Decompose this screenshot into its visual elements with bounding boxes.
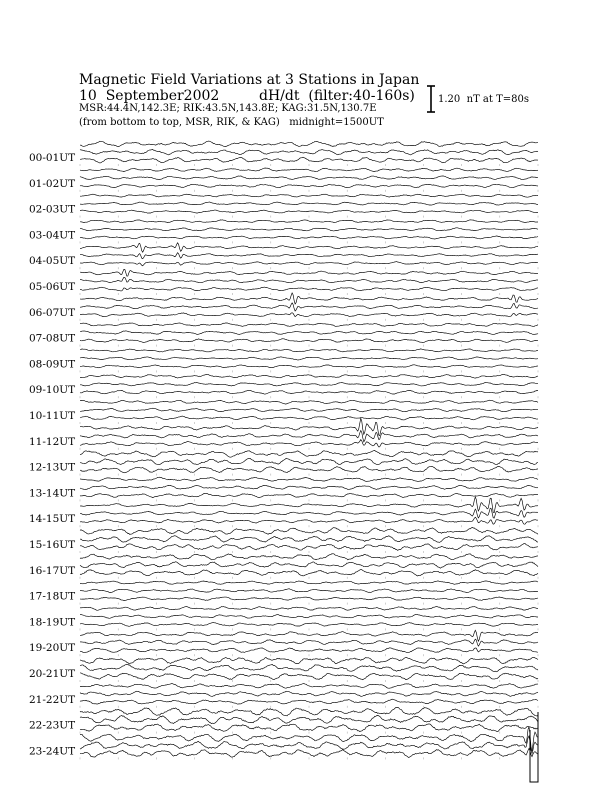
trace-msr — [80, 440, 538, 447]
station-order-note: (from bottom to top, MSR, RIK, & KAG) midnight=1500UT — [79, 117, 384, 128]
hour-row — [29, 684, 538, 708]
hour-label: 22-23UT — [29, 719, 76, 732]
trace-rik — [80, 536, 538, 543]
trace-rik — [80, 253, 538, 259]
trace-msr — [80, 466, 538, 473]
trace-rik — [80, 562, 538, 569]
trace-msr — [80, 493, 538, 497]
hour-label: 16-17UT — [29, 564, 76, 577]
hour-label: 13-14UT — [29, 487, 76, 500]
trace-msr — [80, 623, 538, 627]
trace-msr — [80, 236, 538, 239]
trace-msr — [80, 313, 538, 317]
trace-kag — [80, 527, 538, 534]
trace-rik — [80, 357, 538, 360]
trace-rik — [80, 228, 538, 231]
hour-row — [29, 657, 538, 682]
hour-row — [29, 168, 538, 192]
hour-label: 01-02UT — [29, 177, 76, 190]
hour-row — [29, 581, 538, 605]
hour-row — [29, 450, 538, 475]
trace-rik — [80, 303, 538, 311]
hour-row — [29, 220, 538, 244]
trace-rik — [80, 458, 538, 464]
hour-row — [29, 243, 538, 269]
trace-kag — [80, 497, 538, 513]
trace-msr — [80, 648, 538, 653]
trace-rik — [80, 431, 538, 442]
trace-rik — [80, 691, 538, 696]
trace-msr — [80, 597, 538, 601]
trace-msr — [80, 543, 538, 550]
trace-kag — [80, 450, 538, 457]
hour-label: 04-05UT — [29, 255, 76, 268]
trace-msr — [80, 157, 538, 163]
trace-msr — [80, 339, 538, 343]
trace-msr — [80, 287, 538, 291]
trace-rik — [80, 176, 538, 180]
trace-rik — [80, 277, 538, 282]
hour-row — [29, 349, 538, 373]
trace-kag — [80, 477, 538, 481]
hour-label: 07-08UT — [29, 332, 76, 345]
hour-label: 21-22UT — [29, 693, 76, 706]
hour-label: 15-16UT — [29, 539, 76, 551]
hour-label: 08-09UT — [29, 358, 76, 371]
trace-msr — [80, 724, 538, 732]
trace-kag — [80, 141, 538, 147]
hour-row — [29, 727, 538, 760]
hour-row — [29, 477, 538, 501]
hour-label: 19-20UT — [29, 642, 76, 655]
trace-kag — [80, 684, 538, 689]
hour-label: 14-15UT — [29, 513, 76, 526]
hour-row — [29, 374, 538, 398]
hour-row — [29, 400, 538, 424]
hour-row — [29, 527, 538, 553]
trace-kag — [80, 630, 538, 641]
trace-msr — [80, 365, 538, 368]
hour-row — [29, 293, 538, 321]
trace-rik — [80, 508, 538, 518]
chart-date: 10 September2002 — [79, 88, 220, 104]
hour-label: 10-11UT — [29, 410, 76, 422]
hour-label: 03-04UT — [29, 229, 76, 242]
trace-msr — [80, 390, 538, 394]
hour-row — [29, 708, 538, 734]
chart-title: Magnetic Field Variations at 3 Stations in Japan — [79, 72, 420, 88]
trace-kag — [80, 657, 538, 664]
hour-label: 12-13UT — [29, 461, 76, 474]
trace-msr — [80, 748, 538, 757]
trace-kag — [80, 168, 538, 172]
chart-quantity: dH/dt (filter:40-160s) — [259, 88, 415, 104]
trace-kag — [80, 581, 538, 584]
hour-row — [29, 269, 538, 295]
hour-row — [29, 607, 538, 631]
trace-kag — [80, 323, 538, 326]
trace-kag — [80, 220, 538, 223]
trace-rik — [80, 485, 538, 489]
trace-rik — [80, 715, 538, 723]
trace-rik — [80, 383, 538, 387]
trace-msr — [80, 517, 538, 524]
hour-label: 18-19UT — [29, 616, 76, 629]
scale-bar — [427, 86, 435, 112]
trace-kag — [80, 243, 538, 252]
hour-row — [29, 194, 538, 217]
trace-msr — [80, 184, 538, 187]
hour-label: 09-10UT — [29, 384, 76, 397]
trace-msr — [80, 699, 538, 704]
trace-kag — [80, 374, 538, 378]
hour-label: 20-21UT — [29, 668, 76, 680]
hour-label: 00-01UT — [29, 152, 76, 164]
trace-kag — [80, 269, 538, 276]
trace-rik — [80, 331, 538, 335]
hour-label: 05-06UT — [29, 281, 76, 293]
hour-row — [29, 630, 538, 656]
hour-label: 23-24UT — [29, 745, 76, 758]
trace-kag — [80, 349, 538, 352]
trace-rik — [80, 202, 538, 205]
trace-msr — [80, 210, 538, 213]
trace-kag — [80, 607, 538, 611]
hour-row — [29, 554, 538, 579]
trace-msr — [80, 570, 538, 576]
trace-kag — [80, 708, 538, 717]
hour-row — [29, 497, 538, 527]
scale-bar-label: 1.20 nT at T=80s — [438, 94, 529, 105]
hour-label: 11-12UT — [29, 435, 76, 448]
trace-kag — [80, 554, 538, 560]
trace-rik — [80, 615, 538, 619]
trace-rik — [80, 664, 538, 672]
trace-kag — [80, 418, 538, 435]
trace-msr — [80, 416, 538, 420]
trace-rik — [80, 589, 538, 593]
trace-msr — [80, 262, 538, 266]
hour-row — [29, 141, 538, 166]
station-coordinates: MSR:44.4N,142.3E; RIK:43.5N,143.8E; KAG:31.5N,130.7E — [79, 103, 377, 114]
trace-rik — [80, 639, 538, 646]
hour-label: 06-07UT — [29, 306, 76, 319]
trace-rik — [80, 408, 538, 412]
trace-kag — [80, 400, 538, 404]
trace-kag — [80, 194, 538, 197]
hour-row — [29, 323, 538, 347]
hour-label: 02-03UT — [29, 203, 76, 216]
trace-rik — [80, 150, 538, 155]
trace-msr — [80, 673, 538, 680]
hour-label: 17-18UT — [29, 590, 76, 603]
